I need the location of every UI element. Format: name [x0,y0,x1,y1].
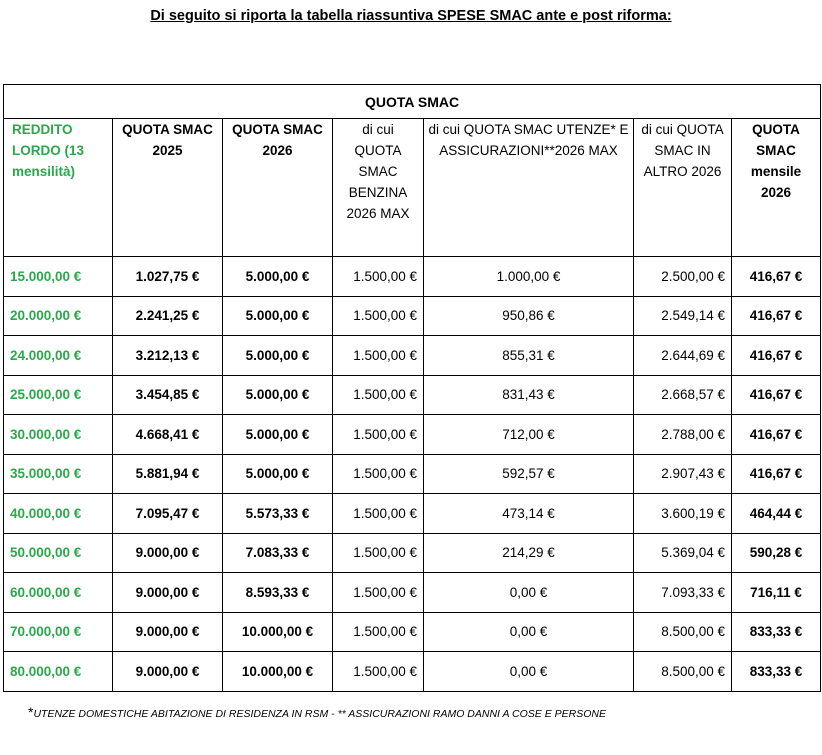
table-row [4,336,821,376]
table-row [4,415,821,455]
table-row [4,494,821,534]
smac-table [3,84,821,692]
cell-reddito: 50.000,00 € [4,533,113,573]
cell-mensile: 416,67 € [732,375,821,415]
cell-mensile: 416,67 € [732,336,821,376]
cell-utenze: 473,14 € [424,494,634,534]
cell-reddito: 40.000,00 € [4,494,113,534]
cell-benzina: 1.500,00 € [333,336,424,376]
table-row [4,375,821,415]
cell-benzina: 1.500,00 € [333,533,424,573]
cell-benzina: 1.500,00 € [333,415,424,455]
table-row [4,573,821,613]
cell-utenze: 0,00 € [424,573,634,613]
cell-quota-2025: 9.000,00 € [113,573,223,613]
footnote-text: UTENZE DOMESTICHE ABITAZIONE DI RESIDENZA IN RSM - ** ASSICURAZIONI RAMO DANNI A COSE E PERSONE [33,708,606,720]
cell-reddito: 80.000,00 € [4,652,113,692]
cell-mensile: 833,33 € [732,652,821,692]
cell-quota-2026: 5.000,00 € [223,375,333,415]
cell-quota-2026: 5.000,00 € [223,336,333,376]
cell-mensile: 716,11 € [732,573,821,613]
cell-utenze: 214,29 € [424,533,634,573]
cell-utenze: 712,00 € [424,415,634,455]
cell-quota-2025: 9.000,00 € [113,533,223,573]
cell-mensile: 416,67 € [732,296,821,336]
cell-utenze: 855,31 € [424,336,634,376]
cell-altro: 3.600,19 € [634,494,732,534]
cell-mensile: 590,28 € [732,533,821,573]
cell-altro: 2.668,57 € [634,375,732,415]
cell-reddito: 35.000,00 € [4,454,113,494]
cell-utenze: 0,00 € [424,612,634,652]
cell-quota-2026: 10.000,00 € [223,652,333,692]
cell-quota-2026: 7.083,33 € [223,533,333,573]
table-row [4,652,821,692]
header-quota-2026: QUOTA SMAC 2026 [223,119,333,257]
cell-utenze: 1.000,00 € [424,257,634,297]
cell-quota-2025: 7.095,47 € [113,494,223,534]
header-reddito-lordo: REDDITO LORDO (13 mensilità) [4,119,113,257]
cell-utenze: 831,43 € [424,375,634,415]
cell-mensile: 464,44 € [732,494,821,534]
cell-quota-2026: 5.000,00 € [223,296,333,336]
table-row [4,296,821,336]
cell-quota-2026: 5.573,33 € [223,494,333,534]
table-row [4,612,821,652]
header-quota-2025: QUOTA SMAC 2025 [113,119,223,257]
table-title: QUOTA SMAC [4,85,821,119]
cell-benzina: 1.500,00 € [333,257,424,297]
cell-altro: 2.788,00 € [634,415,732,455]
cell-quota-2026: 10.000,00 € [223,612,333,652]
cell-altro: 5.369,04 € [634,533,732,573]
cell-benzina: 1.500,00 € [333,494,424,534]
cell-reddito: 15.000,00 € [4,257,113,297]
cell-quota-2025: 3.454,85 € [113,375,223,415]
cell-quota-2026: 8.593,33 € [223,573,333,613]
cell-mensile: 833,33 € [732,612,821,652]
header-utenze-assicurazioni: di cui QUOTA SMAC UTENZE* E ASSICURAZIONI**2026 MAX [424,119,634,257]
table-row [4,454,821,494]
cell-quota-2025: 5.881,94 € [113,454,223,494]
cell-quota-2026: 5.000,00 € [223,415,333,455]
cell-benzina: 1.500,00 € [333,652,424,692]
cell-altro: 2.644,69 € [634,336,732,376]
cell-benzina: 1.500,00 € [333,454,424,494]
footnote-star: * [28,704,34,720]
cell-quota-2026: 5.000,00 € [223,257,333,297]
cell-quota-2025: 9.000,00 € [113,612,223,652]
cell-reddito: 24.000,00 € [4,336,113,376]
cell-benzina: 1.500,00 € [333,375,424,415]
table-row [4,257,821,297]
cell-utenze: 0,00 € [424,652,634,692]
cell-reddito: 60.000,00 € [4,573,113,613]
header-benzina: di cui QUOTA SMAC BENZINA 2026 MAX [333,119,424,257]
cell-reddito: 30.000,00 € [4,415,113,455]
header-altro: di cui QUOTA SMAC IN ALTRO 2026 [634,119,732,257]
cell-altro: 2.549,14 € [634,296,732,336]
cell-benzina: 1.500,00 € [333,573,424,613]
page-heading: Di seguito si riporta la tabella riassuntiva SPESE SMAC ante e post riforma: [150,8,672,24]
cell-reddito: 70.000,00 € [4,612,113,652]
cell-mensile: 416,67 € [732,415,821,455]
cell-quota-2025: 2.241,25 € [113,296,223,336]
cell-reddito: 20.000,00 € [4,296,113,336]
header-row [4,119,821,257]
cell-altro: 8.500,00 € [634,612,732,652]
cell-mensile: 416,67 € [732,257,821,297]
cell-quota-2026: 5.000,00 € [223,454,333,494]
cell-quota-2025: 9.000,00 € [113,652,223,692]
footnote [28,704,606,720]
cell-utenze: 950,86 € [424,296,634,336]
cell-benzina: 1.500,00 € [333,612,424,652]
table-row [4,533,821,573]
cell-altro: 2.500,00 € [634,257,732,297]
cell-reddito: 25.000,00 € [4,375,113,415]
header-mensile: QUOTA SMAC mensile 2026 [732,119,821,257]
cell-mensile: 416,67 € [732,454,821,494]
cell-utenze: 592,57 € [424,454,634,494]
cell-quota-2025: 1.027,75 € [113,257,223,297]
cell-quota-2025: 3.212,13 € [113,336,223,376]
cell-quota-2025: 4.668,41 € [113,415,223,455]
cell-altro: 8.500,00 € [634,652,732,692]
cell-altro: 7.093,33 € [634,573,732,613]
cell-altro: 2.907,43 € [634,454,732,494]
cell-benzina: 1.500,00 € [333,296,424,336]
